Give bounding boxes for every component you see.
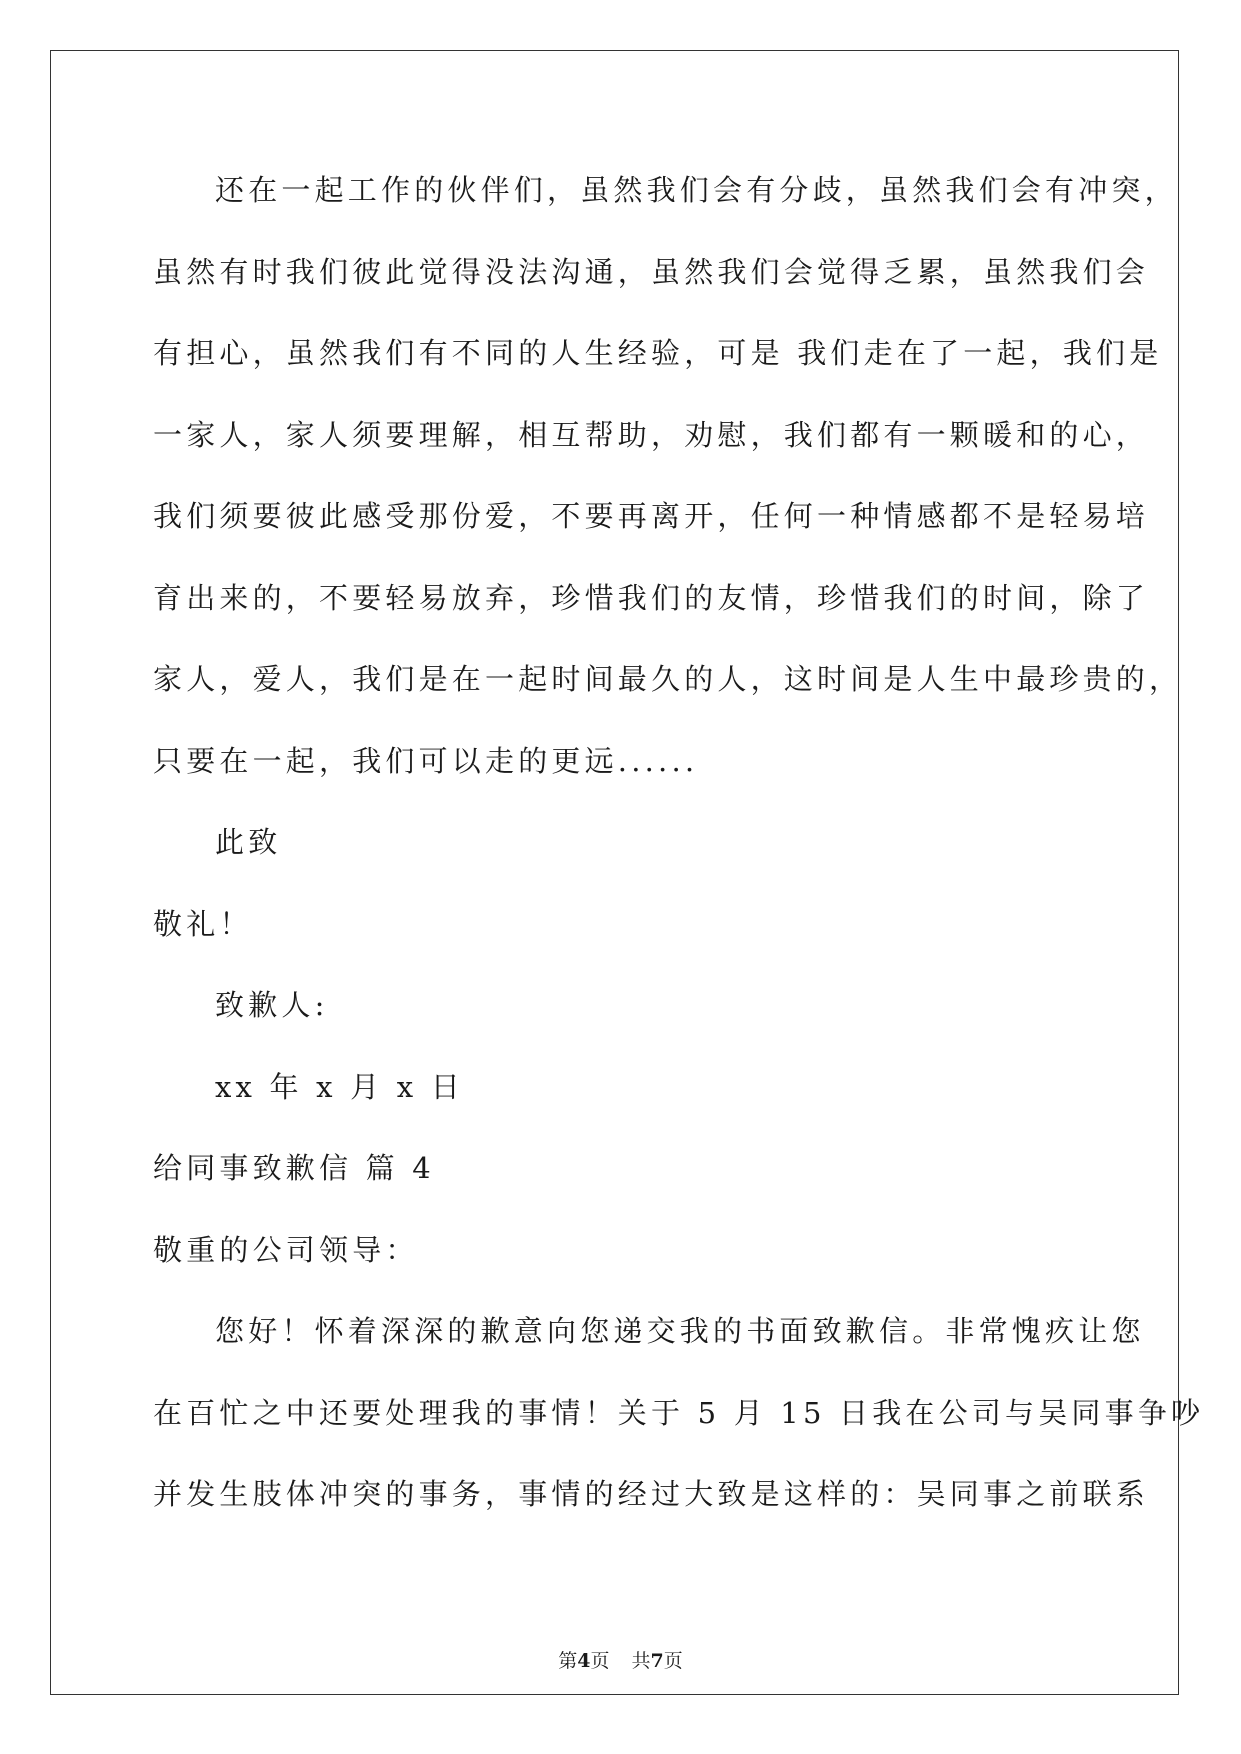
text-line: 并发生肢体冲突的事务，事情的经过大致是这样的：吴同事之前联系 [153,1477,1150,1511]
signature-label: 致歉人: [215,988,329,1022]
text-line: 只要在一起，我们可以走的更远...... [153,743,699,778]
closing-salutation: 此致 [215,825,282,859]
text-line: 在百忙之中还要处理我的事情！关于 5 月 15 日我在公司与吴同事争吵 [153,1395,1205,1430]
closing-regards: 敬礼！ [153,906,253,941]
total-prefix: 共 [631,1650,651,1672]
date-line: xx 年 x 月 x 日 [215,1069,464,1104]
total-suffix: 页 [663,1650,683,1672]
page-prefix: 第 [558,1650,578,1672]
page-mid: 页 [590,1650,610,1672]
text-line: 家人，爱人，我们是在一起时间最久的人，这时间是人生中最珍贵的， [153,662,1183,696]
text-line: 还在一起工作的伙伴们，虽然我们会有分歧，虽然我们会有冲突， [215,173,1178,207]
text-line: 有担心，虽然我们有不同的人生经验，可是 我们走在了一起，我们是 [153,336,1163,370]
document-body [153,170,1205,1556]
text-line: 一家人，家人须要理解，相互帮助，劝慰，我们都有一颗暖和的心， [153,417,1150,452]
current-page-number: 4 [577,1650,591,1672]
text-line: 我们须要彼此感受那份爱，不要再离开，任何一种情感都不是轻易培 [153,499,1150,533]
page-footer [0,1646,1241,1673]
text-line: 您好！怀着深深的歉意向您递交我的书面致歉信。非常愧疚让您 [215,1314,1145,1348]
text-line: 虽然有时我们彼此觉得没法沟通，虽然我们会觉得乏累，虽然我们会 [153,254,1150,289]
text-line: 育出来的，不要轻易放弃，珍惜我们的友情，珍惜我们的时间，除了 [153,580,1150,615]
greeting-line: 敬重的公司领导： [153,1232,419,1267]
section-heading: 给同事致歉信 篇 4 [153,1151,435,1185]
total-page-number: 7 [650,1650,664,1672]
